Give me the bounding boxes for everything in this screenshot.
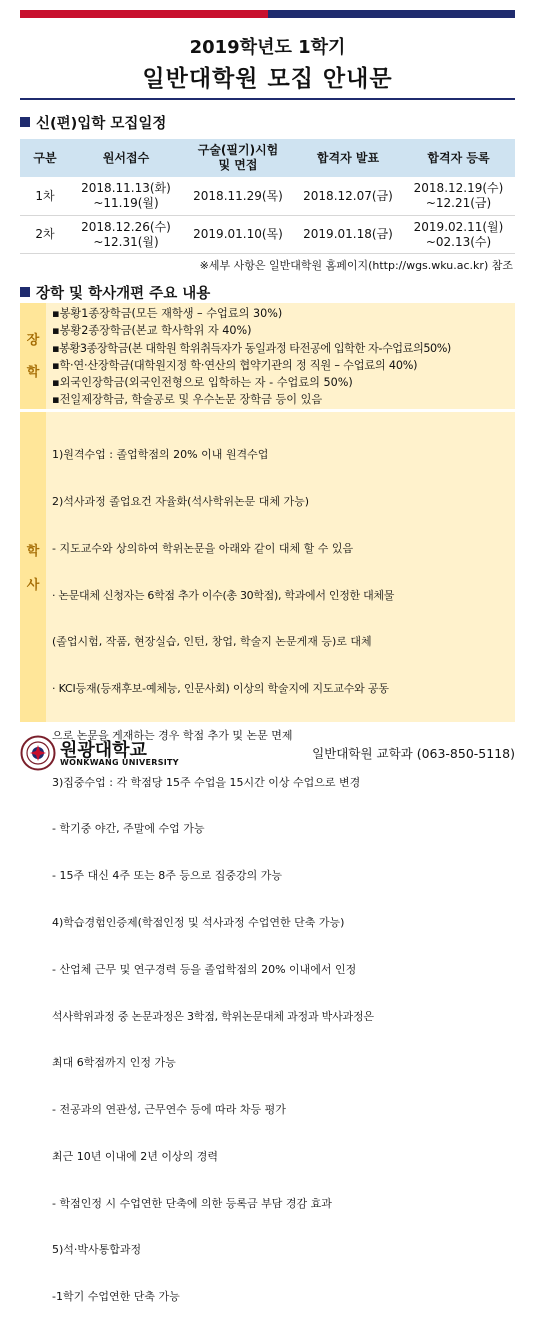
list-item: - 학기중 야간, 주말에 수업 가능	[52, 822, 205, 836]
scholarship-label-char: 학	[26, 365, 40, 380]
header-bar-blue	[268, 10, 515, 18]
square-bullet-icon	[20, 117, 30, 127]
column-header: 구술(필기)시험 및 면접	[182, 139, 294, 177]
table-row	[20, 216, 515, 254]
table-cell: 2018.12.07(금)	[294, 177, 402, 216]
reform-heading-text: 장학 및 학사개편 주요 내용	[36, 286, 211, 302]
list-item: 5)석·박사통합과정	[52, 1243, 142, 1257]
list-item: · KCI등재(등재후보-예체능, 인문사회) 이상의 학술지에 지도교수와 공동	[52, 682, 389, 696]
list-item: ▪봉황2종장학금(본교 학사학위 자 40%)	[52, 324, 252, 338]
table-cell: 2019.02.11(월) ~02.13(수)	[402, 216, 515, 254]
square-bullet-icon	[20, 287, 30, 297]
list-item: 석사학위과정 중 논문과정은 3학점, 학위논문대체 과정과 박사과정은	[52, 1009, 374, 1023]
list-item: - 전공과의 연관성, 근무연수 등에 따라 차등 평가	[52, 1103, 286, 1117]
table-cell: 2018.11.29(목)	[182, 177, 294, 216]
contact-info: 일반대학원 교학과 (063-850-5118)	[312, 746, 515, 761]
list-item: · 논문대체 신청자는 6학점 추가 이수(총 30학점), 학과에서 인정한 대체물	[52, 588, 395, 602]
schedule-note: ※세부 사항은 일반대학원 홈페이지(http://wgs.wku.ac.kr) 참조	[199, 259, 513, 272]
list-item: (졸업시험, 작품, 현장실습, 인턴, 창업, 학술지 논문게재 등)로 대체	[52, 635, 372, 649]
academic-label	[20, 412, 46, 722]
scholarship-panel	[20, 303, 515, 409]
table-cell: 2018.11.13(화) ~11.19(월)	[70, 177, 182, 216]
column-header: 합격자 등록	[402, 139, 515, 177]
schedule-heading	[20, 112, 166, 133]
list-item: ▪학·연·산장학금(대학원지정 학·연산의 협약기관의 정 직원 – 수업료의 40%)	[52, 358, 418, 372]
list-item: ▪전일제장학금, 학술공로 및 우수논문 장학금 등이 있음	[52, 393, 323, 407]
table-row	[20, 177, 515, 216]
university-seal-icon	[20, 735, 56, 771]
column-header: 합격자 발표	[294, 139, 402, 177]
reform-heading	[20, 282, 210, 303]
list-item: 1)원격수업 : 졸업학점의 20% 이내 원격수업	[52, 448, 269, 462]
list-item: - 학점인정 시 수업연한 단축에 의한 등록금 부담 경감 효과	[52, 1196, 332, 1210]
academic-label-char: 사	[26, 578, 40, 593]
title-divider	[20, 98, 515, 100]
list-item: 4)학습경험인증제(학점인정 및 석사과정 수업연한 단축 가능)	[52, 916, 345, 929]
table-cell: 2차	[20, 216, 70, 254]
column-header: 구분	[20, 139, 70, 177]
list-item: ▪봉황3종장학금(본 대학원 학위취득자가 동일과정 타전공에 입학한 자-수업료의50%)	[52, 341, 451, 355]
list-item: - 지도교수와 상의하여 학위논문을 아래와 같이 대체 할 수 있음	[52, 541, 354, 555]
document-title: 일반대학원 모집 안내문	[142, 66, 393, 92]
list-item: ▪외국인장학금(외국인전형으로 입학하는 자 - 수업료의 50%)	[52, 376, 353, 390]
table-cell: 2019.01.10(목)	[182, 216, 294, 254]
university-name-english: WONKWANG UNIVERSITY	[60, 758, 179, 767]
schedule-header-row	[20, 139, 515, 177]
list-item: 최대 6학점까지 인정 가능	[52, 1056, 176, 1070]
list-item: 2)석사과정 졸업요건 자율화(석사학위논문 대체 가능)	[52, 494, 310, 508]
list-item: ▪봉황1종장학금(모든 재학생 – 수업료의 30%)	[52, 307, 283, 320]
list-item: - 산업체 근무 및 연구경력 등을 졸업학점의 20% 이내에서 인정	[52, 962, 357, 976]
scholarship-list	[52, 305, 511, 409]
schedule-table	[20, 139, 515, 254]
scholarship-label-char: 장	[26, 333, 40, 348]
list-item: 최근 10년 이내에 2년 이상의 경력	[52, 1149, 218, 1163]
academic-list	[52, 416, 511, 1336]
table-cell: 2018.12.19(수) ~12.21(금)	[402, 177, 515, 216]
column-header: 원서접수	[70, 139, 182, 177]
document-title-year: 2019학년도 1학기	[189, 37, 346, 58]
list-item: 3)집중수업 : 각 학점당 15주 수업을 15시간 이상 수업으로 변경	[52, 775, 361, 789]
header-bar-red	[20, 10, 268, 18]
table-cell: 1차	[20, 177, 70, 216]
table-cell: 2018.12.26(수) ~12.31(월)	[70, 216, 182, 254]
university-name-korean: 원광대학교	[60, 740, 147, 761]
header-color-bar	[20, 10, 515, 20]
list-item: -1학기 수업연한 단축 가능	[52, 1290, 180, 1304]
schedule-heading-text: 신(편)입학 모집일정	[36, 116, 167, 132]
list-item: - 15주 대신 4주 또는 8주 등으로 집중강의 가능	[52, 869, 282, 883]
academic-label-char: 학	[26, 544, 40, 559]
list-item: 으로 논문을 게재하는 경우 학점 추가 및 논문 면제	[52, 728, 293, 742]
scholarship-label	[20, 303, 46, 409]
table-cell: 2019.01.18(금)	[294, 216, 402, 254]
